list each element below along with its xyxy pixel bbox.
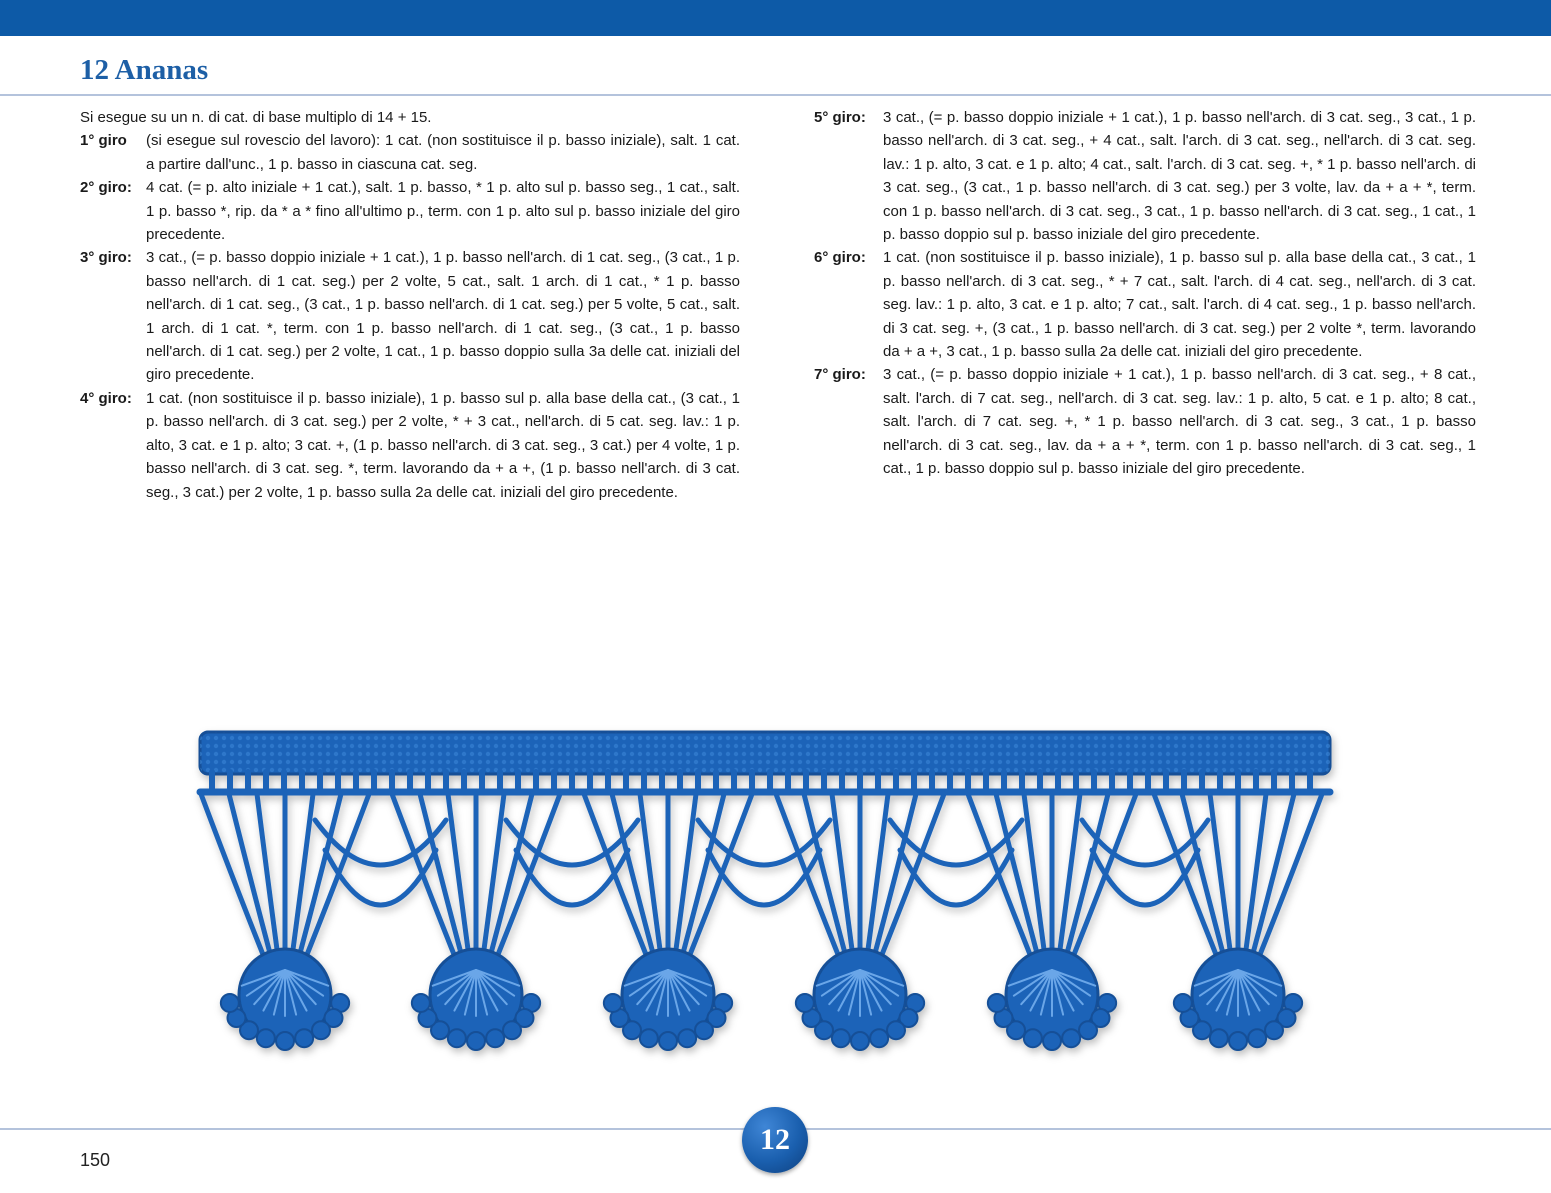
- round-label: 3° giro:: [80, 249, 132, 267]
- round-label: 4° giro:: [80, 389, 132, 407]
- title-divider: [0, 94, 1551, 96]
- round-2: [80, 176, 740, 246]
- round-text: 4 cat. (= p. alto iniziale + 1 cat.), salt. 1 p. basso, * 1 p. alto sul p. basso seg., 1 cat., salt. 1 p. basso *, rip. da * a * fino all'ultimo p., term. con 1 p. alto sul p. basso iniziale del giro precedente.: [146, 179, 740, 244]
- instructions-right-column: [814, 106, 1476, 481]
- pattern-number-badge: 12: [742, 1107, 808, 1173]
- page-title: 12 Ananas: [80, 54, 209, 86]
- round-text: 1 cat. (non sostituisce il p. basso iniziale), 1 p. basso sul p. alla base della cat., 3 cat., 1 p. basso nell'arch. di 3 cat. seg., * + 7 cat., salt. l'arch. di 4 cat. seg., nell'arch. di 3 cat. seg. lav.: 1 p. alto, 3 cat. e 1 p. alto; 7 cat., salt. l'arch. di 4 cat. seg., 1 p. basso nell'arch. di 3 cat. seg. +, (3 cat., 1 p. basso nell'arch. di 3 cat. seg.) per 2 volte *, term. lavorando da + a +, 3 cat., 1 p. basso sulla 2a delle cat. iniziali del giro precedente.: [883, 249, 1476, 361]
- page-number: 150: [80, 1150, 111, 1170]
- round-text: 3 cat., (= p. basso doppio iniziale + 1 cat.), 1 p. basso nell'arch. di 1 cat. seg., (3 cat., 1 p. basso nell'arch. di 1 cat. seg.) per 2 volte, 5 cat., salt. 1 arch. di 1 cat., * 1 p. basso nell'arch. di 1 cat. seg., (3 cat., 1 p. basso nell'arch. di 1 cat. seg.) per 5 volte, 5 cat., salt. 1 arch. di 1 cat. *, term. con 1 p. basso nell'arch. di 1 cat. seg., (3 cat., 1 p. basso nell'arch. di 1 cat. seg.) per 2 volte, 1 cat., 1 p. basso doppio sulla 3a delle cat. iniziali del giro precedente.: [146, 249, 740, 384]
- round-3: [80, 246, 740, 386]
- instructions-left-column: [80, 106, 740, 504]
- round-label: 7° giro:: [814, 366, 866, 384]
- round-label: 6° giro:: [814, 249, 866, 267]
- round-6: [814, 246, 1476, 363]
- round-4: [80, 387, 740, 504]
- round-1: [80, 129, 740, 176]
- round-text: (si esegue sul rovescio del lavoro): 1 cat. (non sostituisce il p. basso iniziale), salt. 1 cat. a partire dall'unc., 1 p. basso in ciascuna cat. seg.: [146, 132, 740, 173]
- round-label: 5° giro:: [814, 109, 866, 126]
- round-label: 1° giro: [80, 132, 127, 150]
- round-7: [814, 363, 1476, 480]
- round-text: 3 cat., (= p. basso doppio iniziale + 1 cat.), 1 p. basso nell'arch. di 3 cat. seg., + 8 cat., salt. l'arch. di 7 cat. seg., nell'arch. di 3 cat. seg. lav.: 1 p. alto, 5 cat. e 1 p. alto; 8 cat., salt. l'arch. di 7 cat. seg. +, * 1 p. basso nell'arch. di 3 cat. seg., 3 cat., 1 p. basso nell'arch. di 3 cat. seg., lav. da + a + *, term. con 1 p. basso nell'arch. di 3 cat. seg., 1 cat., 1 p. basso doppio sul p. basso iniziale del giro precedente.: [883, 366, 1476, 478]
- crochet-lace-edging-image: [180, 710, 1360, 1100]
- top-banner: [0, 0, 1551, 36]
- round-text: 1 cat. (non sostituisce il p. basso iniziale), 1 p. basso sul p. alla base della cat., (3 cat., 1 p. basso nell'arch. di 3 cat. seg.) per 2 volte, * + 3 cat., nell'arch. di 5 cat. seg. lav.: 1 p. alto, 3 cat. e 1 p. alto; 3 cat. +, (1 p. basso nell'arch. di 3 cat. seg., 3 cat.) per 4 volte, 1 p. basso nell'arch. di 3 cat. seg. *, term. lavorando da + a +, (1 p. basso nell'arch. di 3 cat. seg., 3 cat.) per 2 volte, 1 p. basso sulla 2a delle cat. iniziali del giro precedente.: [146, 389, 740, 501]
- intro-text: Si esegue su un n. di cat. di base multiplo di 14 + 15.: [80, 109, 432, 126]
- round-label: 2° giro:: [80, 179, 132, 197]
- round-text: 3 cat., (= p. basso doppio iniziale + 1 cat.), 1 p. basso nell'arch. di 3 cat. seg., 3 cat., 1 p. basso nell'arch. di 3 cat. seg., + 4 cat., salt. l'arch. di 3 cat. seg., nell'arch. di 3 cat. seg. lav.: 1 p. alto, 3 cat. e 1 p. alto; 4 cat., salt. l'arch. di 3 cat. seg. +, * 1 p. basso nell'arch. di 3 cat. seg., (3 cat., 1 p. basso nell'arch. di 3 cat. seg.) per 3 volte, lav. da + a + *, term. con 1 p. basso nell'arch. di 3 cat. seg., 3 cat., 1 p. basso nell'arch. di 3 cat. seg., 1 cat., 1 p. basso doppio sul p. basso iniziale del giro precedente.: [883, 109, 1476, 244]
- round-5: [814, 106, 1476, 246]
